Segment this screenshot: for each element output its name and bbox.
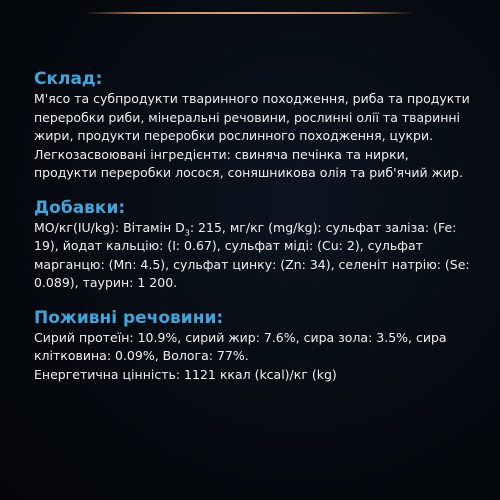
- energy-value-text: Енергетична цінність: 1121 ккал (kcal)/кг (kg): [34, 366, 337, 382]
- nutrients-heading: Поживні речовини:: [34, 307, 224, 328]
- additives-heading: Добавки:: [34, 197, 126, 218]
- label-content: [34, 68, 474, 384]
- composition-heading: Склад:: [34, 69, 103, 89]
- additives-text: [34, 219, 474, 293]
- vitamin-subscript: 3: [184, 228, 190, 237]
- composition-section: [34, 68, 474, 183]
- gold-divider-line: [84, 12, 414, 14]
- additives-section: [34, 197, 474, 293]
- composition-text: М'ясо та субпродукти тваринного походження, риба та продукти переробки риби, мінеральні речовини, рослинні олії та тваринні жири, продукти переробки рослинного походження, цукри.: [34, 91, 470, 143]
- digestible-ingredients-text: Легкозасвоювані інгредієнти: свиняча печінка та нирки, продукти переробки лосося, соняшникова олія та риб'ячий жир.: [34, 146, 463, 180]
- nutrients-section: [34, 307, 474, 385]
- analysis-text: Сирий протеїн: 10.9%, сирий жир: 7.6%, сира зола: 3.5%, сира клітковина: 0.09%, Вологa: 77%.: [34, 329, 447, 363]
- additives-text-start: МО/кг(IU/kg): Вітамін D: [34, 219, 185, 235]
- additives-text-rest: : 215, мг/кг (mg/kg): сульфат заліза: (Fe: 19), йодат кальцію: (I: 0.67), сульфат міді: (Cu: 2), сульфат марганцю: (Mn: 4.5), сульфат цинку: (Zn: 34), селеніт натрію: (Se: 0.089), таурин: 1 200.: [34, 219, 470, 290]
